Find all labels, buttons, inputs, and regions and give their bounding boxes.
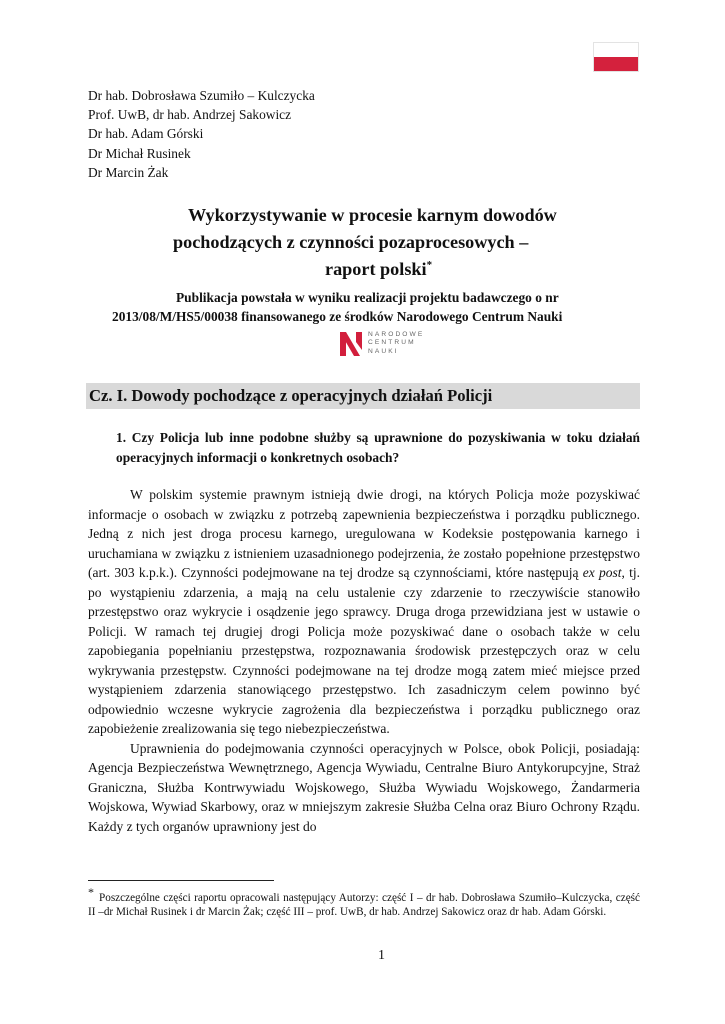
- author-list: [88, 86, 315, 182]
- ncn-logo-text: [368, 331, 424, 356]
- polish-flag-icon: [593, 42, 639, 72]
- paragraph-1-part-2: , tj. po wystąpieniu zdarzenia, a mają na celu ustalenie czy zdarzenie to rzeczywiście stanowiło przestępstwo oraz wykrycie i osądzenie jego sprawcy. Druga droga przewidziana jest w ustawie o Policji. W ramach tej drugiej drogi Policja może pozyskiwać dane o osobach także w celu zapobiegania popełnianiu przestępstwa, rozpoznawania środowisk przestępczych oraz w celu wykrywania przestępstw. Czynności podejmowane na tej drodze mogą zatem mieć miejsce przed wystąpieniem zdarzenia stanowiącego przestępstwo. Ich zasadniczym celem powinno być odpowiednio wczesne wykrycie zagrożenia dla bezpieczeństwa i porządku publicznego oraz zapobieżenie zrealizowania się tego niebezpieczeństwa.: [88, 565, 640, 736]
- page-number: 1: [378, 948, 385, 963]
- title-line-2: pochodzących z czynności pozaprocesowych –: [173, 232, 529, 252]
- publication-line-2: 2013/08/M/HS5/00038 finansowanego ze środków Narodowego Centrum Nauki: [112, 309, 563, 324]
- body-text: [88, 485, 640, 836]
- ncn-logo: [340, 331, 424, 356]
- footnote-mark: *: [88, 885, 94, 900]
- title-line-1: Wykorzystywanie w procesie karnym dowodów: [188, 205, 557, 225]
- publication-line-1: Publikacja powstała w wyniku realizacji projektu badawczego o nr: [176, 290, 559, 305]
- author-5: Dr Marcin Żak: [88, 164, 169, 180]
- flag-white-stripe: [594, 43, 638, 57]
- title-line-3: [325, 256, 432, 282]
- ncn-logo-line-1: NARODOWE: [368, 331, 425, 338]
- author-3: Dr hab. Adam Górski: [88, 126, 204, 142]
- question-heading: 1. Czy Policja lub inne podobne służby są uprawnione do pozyskiwania w toku działań operacyjnych informacji o konkretnych osobach?: [116, 430, 640, 465]
- paragraph-2: Uprawnienia do podejmowania czynności operacyjnych w Polsce, obok Policji, posiadają: Agencja Bezpieczeństwa Wewnętrznego, Agencja Wywiadu, Centralne Biuro Antykorupcyjne, Straż Graniczna, Służba Kontrwywiadu Wojskowego, Służba Wywiadu Wojskowego, Żandarmeria Wojskowa, Wywiad Skarbowy, oraz w mniejszym zakresie Służba Celna oraz Biuro Ochrony Rządu. Każdy z tych organów uprawniony jest do: [88, 740, 640, 834]
- ncn-logo-icon: [340, 332, 364, 356]
- section-heading: Cz. I. Dowody pochodzące z operacyjnych działań Policji: [86, 383, 640, 409]
- author-1: Dr hab. Dobrosława Szumiło – Kulczycka: [88, 88, 315, 103]
- footnote-text: Poszczególne części raportu opracowali następujący Autorzy: część I – dr hab. Dobrosława Szumiło–Kulczycka, część II –dr Michał Rusinek i dr Marcin Żak; część III – prof. UwB, dr hab. Andrzej Sakowicz oraz dr hab. Adam Górski.: [88, 892, 640, 919]
- footnote-divider: [88, 880, 274, 881]
- title-footnote-mark: *: [426, 258, 433, 271]
- flag-red-stripe: [594, 57, 638, 71]
- ncn-logo-line-3: NAUKI: [368, 347, 399, 355]
- ncn-logo-line-2: CENTRUM: [368, 339, 416, 347]
- author-2: Prof. UwB, dr hab. Andrzej Sakowicz: [88, 107, 292, 123]
- title-line-3-text: raport polski: [325, 259, 427, 279]
- author-4: Dr Michał Rusinek: [88, 145, 191, 161]
- paragraph-1: [88, 485, 640, 739]
- paragraph-1-part-1: W polskim systemie prawnym istnieją dwie drogi, na których Policja może pozyskiwać informacje o osobach w związku z potrzebą zapewnienia bezpieczeństwa i porządku publicznego. Jedną z nich jest droga procesu karnego, uregulowana w Kodeksie postępowania karnego i uruchamiana w związku z istnieniem uzasadnionego podejrzenia, że zostało popełnione przestępstwo (art. 303 k.p.k.). Czynności podejmowane na tej drodze są czynnościami, które następują: [88, 487, 640, 580]
- paragraph-1-italic: ex post: [582, 565, 622, 580]
- footnote: [88, 885, 640, 919]
